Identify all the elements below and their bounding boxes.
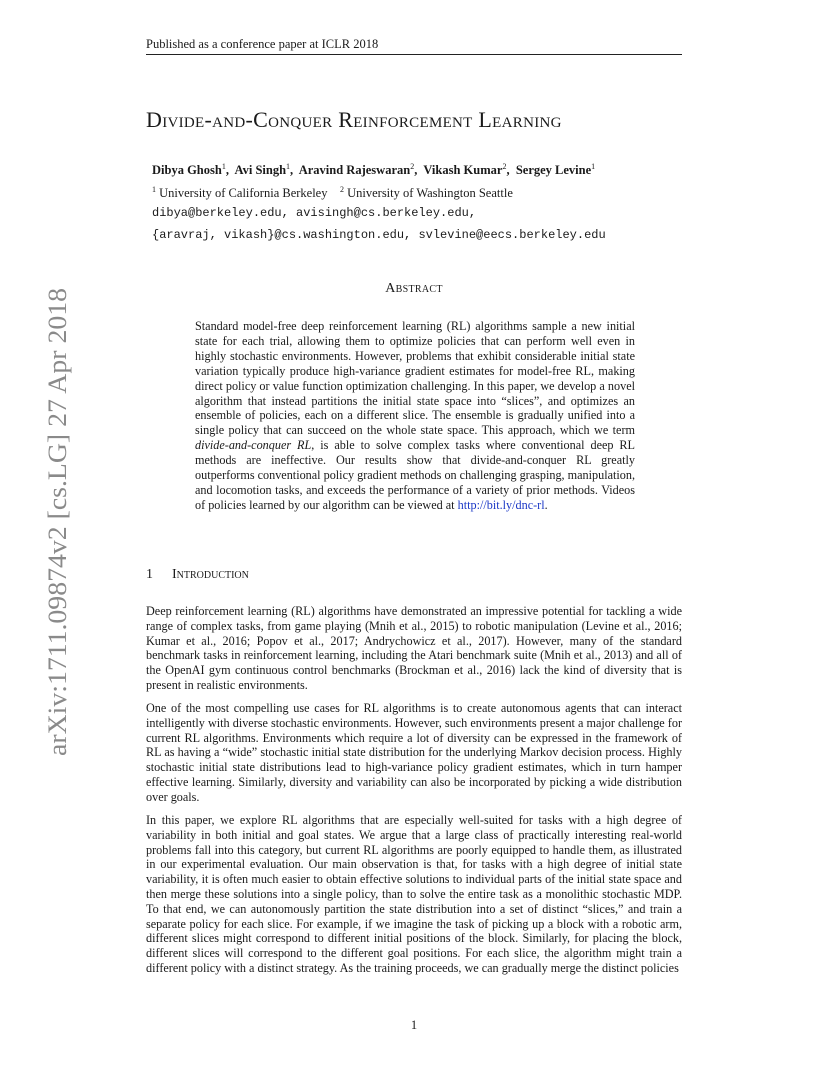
author-affil-mark: 1	[591, 162, 596, 171]
section-title: Introduction	[172, 567, 249, 582]
email-line-1: dibya@berkeley.edu, avisingh@cs.berkeley.edu,	[152, 206, 477, 220]
section-heading	[146, 566, 682, 584]
abstract-body	[195, 319, 635, 513]
paper-title: Divide-and-Conquer Reinforcement Learning	[146, 107, 562, 132]
section-number: 1	[146, 567, 153, 582]
arxiv-stamp-text: arXiv:1711.09874v2 [cs.LG] 27 Apr 2018	[43, 317, 72, 756]
affil-name: University of California Berkeley	[159, 186, 328, 201]
author-name: Avi Singh	[234, 163, 287, 178]
author-list: Dibya Ghosh$^1$, Avi Singh$^1$, Aravind Rajeswaran$^2$, Vikash Kumar$^2$, Sergey Levine$^1$	[152, 162, 596, 178]
intro-paragraph-3: In this paper, we explore RL algorithms that are especially well-suited for tasks with a high degree of variability in both initial and goal states. We argue that a large class of practically interesting real-world problems fall into this category, but current RL algorithms are poorly equipped to handle them, as illustrated in our experimental evaluation. Our main observation is that, for tasks with a high degree of initial state variability, it is often much easier to obtain effective solutions to individual parts of the initial state space and then merge these solutions into a single policy, than to solve the entire task as a monolithic stochastic MDP. To that end, we can autonomously partition the state distribution into a set of distinct “slices,” and train a separate policy for each slice. For example, if we imagine the task of picking up a block with a robotic arm, different slices might correspond to different initial positions of the block. Similarly, for placing the block, different slices will correspond to the different goal positions. For each slice, the algorithm might train a different policy with a distinct strategy. As the training proceeds, we can gradually merge the distinct policies	[146, 813, 682, 975]
author-affil-mark: 1	[286, 162, 291, 171]
abstract-heading: Abstract	[385, 281, 443, 296]
author-name: Dibya Ghosh	[152, 163, 222, 178]
author-name: Vikash Kumar	[423, 163, 503, 178]
author-name: Aravind Rajeswaran	[298, 163, 411, 178]
abstract-term: divide-and-conquer RL	[195, 438, 312, 453]
abstract-text: Standard model-free deep reinforcement learning (RL) algorithms sample a new initial state for each trial, allowing them to optimize policies that can perform well even in highly stochastic environments. However, problems that exhibit considerable initial state variation typically produce high-variance gradient estimates for model-free RL, making direct policy or value function optimization challenging. In this paper, we develop a novel algorithm that instead partitions the initial state space into “slices”, and optimizes an ensemble of policies, each on a different slice. The ensemble is gradually unified into a single policy that can succeed on the whole state space. This approach, which we term	[195, 319, 635, 438]
video-link[interactable]: http://bit.ly/dnc-rl	[457, 497, 545, 512]
running-header: Published as a conference paper at ICLR 2018	[146, 37, 379, 51]
author-affil-mark: 2	[410, 162, 415, 171]
page-number: 1	[410, 1018, 418, 1032]
affiliations	[152, 181, 692, 202]
abstract-end: .	[544, 497, 548, 512]
header-rule	[146, 54, 682, 55]
abstract-text: , is able to solve complex tasks where conventional deep RL methods are ineffective. Our results show that divide-and-conquer RL greatly outperforms conventional policy gradient methods on challenging grasping, manipulation, and locomotion tasks, and exceeds the performance of a variety of prior methods. Videos of policies learned by our algorithm can be viewed at	[195, 438, 636, 512]
author-name: Sergey Levine	[515, 163, 592, 178]
affil-mark: 2	[339, 185, 344, 194]
arxiv-stamp	[36, 286, 76, 756]
intro-paragraph-1: Deep reinforcement learning (RL) algorithms have demonstrated an impressive potential for tackling a wide range of complex tasks, from game playing (Mnih et al., 2015) to robotic manipulation (Levine et al., 2016; Kumar et al., 2016; Popov et al., 2017; Andrychowicz et al., 2017). However, many of the standard benchmark tasks in reinforcement learning, including the Atari benchmark suite (Mnih et al., 2013) and all of the OpenAI gym continuous control benchmarks (Brockman et al., 2016) lack the kind of diversity that is present in realistic environments.	[146, 604, 682, 692]
intro-paragraph-2: One of the most compelling use cases for RL algorithms is to create autonomous agents that can interact intelligently with diverse stochastic environments. However, such environments present a major challenge for current RL algorithms. Environments which require a lot of diversity can be expressed in the framework of RL as having a “wide” stochastic initial state distribution for the underlying Markov decision process. Highly stochastic initial state distributions lead to high-variance policy gradient estimates, which in turn hamper effective learning. Similarly, diversity and variability can also be incorporated by picking a wide distribution over goals.	[146, 701, 682, 804]
affil-name: University of Washington Seattle	[347, 186, 513, 201]
author-affil-mark: 1	[221, 162, 226, 171]
email-line-2: {aravraj, vikash}@cs.washington.edu, svlevine@eecs.berkeley.edu	[152, 228, 606, 242]
affil-mark: 1	[152, 185, 156, 194]
author-affil-mark: 2	[502, 162, 507, 171]
